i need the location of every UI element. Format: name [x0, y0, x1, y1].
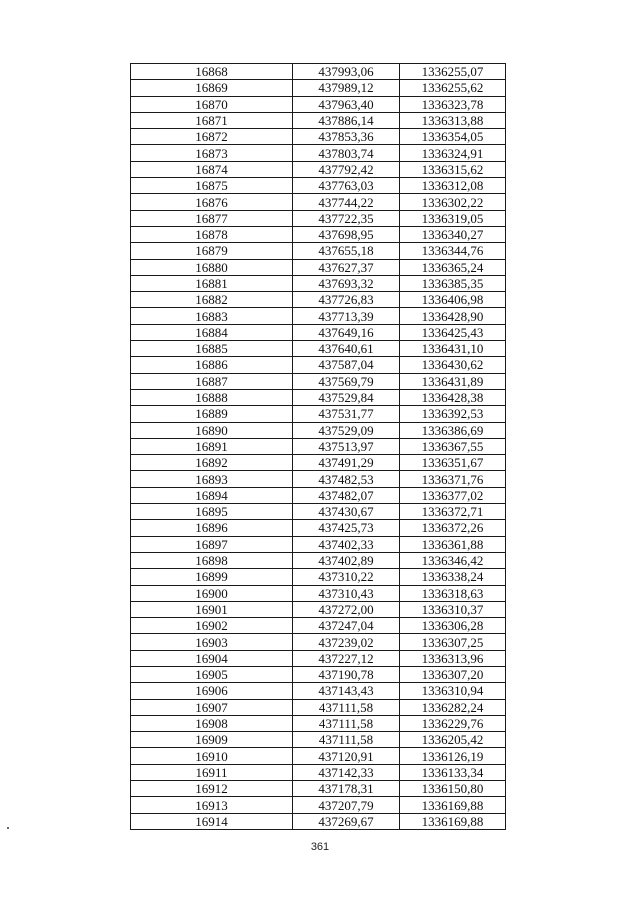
- point-number-cell: 16900: [131, 585, 293, 601]
- x-coordinate-cell: 437993,06: [293, 64, 400, 80]
- table-row: [131, 389, 506, 405]
- table-row: [131, 178, 506, 194]
- y-coordinate-cell: 1336377,02: [400, 487, 506, 503]
- y-coordinate-cell: 1336133,34: [400, 764, 506, 780]
- point-number-cell: 16869: [131, 80, 293, 96]
- x-coordinate-cell: 437425,73: [293, 520, 400, 536]
- y-coordinate-cell: 1336169,88: [400, 813, 506, 829]
- point-number-cell: 16887: [131, 373, 293, 389]
- x-coordinate-cell: 437529,84: [293, 389, 400, 405]
- y-coordinate-cell: 1336371,76: [400, 471, 506, 487]
- x-coordinate-cell: 437792,42: [293, 161, 400, 177]
- table-row: [131, 226, 506, 242]
- table-row: [131, 259, 506, 275]
- y-coordinate-cell: 1336430,62: [400, 357, 506, 373]
- table-row: [131, 161, 506, 177]
- point-number-cell: 16875: [131, 178, 293, 194]
- x-coordinate-cell: 437698,95: [293, 226, 400, 242]
- point-number-cell: 16901: [131, 601, 293, 617]
- x-coordinate-cell: 437402,89: [293, 552, 400, 568]
- table-row: [131, 650, 506, 666]
- x-coordinate-cell: 437587,04: [293, 357, 400, 373]
- table-row: [131, 64, 506, 80]
- table-row: [131, 781, 506, 797]
- x-coordinate-cell: 437569,79: [293, 373, 400, 389]
- table-row: [131, 243, 506, 259]
- point-number-cell: 16890: [131, 422, 293, 438]
- point-number-cell: 16883: [131, 308, 293, 324]
- table-row: [131, 80, 506, 96]
- table-row: [131, 341, 506, 357]
- table-row: [131, 324, 506, 340]
- x-coordinate-cell: 437178,31: [293, 781, 400, 797]
- y-coordinate-cell: 1336431,10: [400, 341, 506, 357]
- y-coordinate-cell: 1336126,19: [400, 748, 506, 764]
- x-coordinate-cell: 437482,07: [293, 487, 400, 503]
- x-coordinate-cell: 437269,67: [293, 813, 400, 829]
- y-coordinate-cell: 1336361,88: [400, 536, 506, 552]
- table-row: [131, 618, 506, 634]
- y-coordinate-cell: 1336344,76: [400, 243, 506, 259]
- table-row: [131, 112, 506, 128]
- y-coordinate-cell: 1336229,76: [400, 715, 506, 731]
- point-number-cell: 16873: [131, 145, 293, 161]
- point-number-cell: 16882: [131, 292, 293, 308]
- point-number-cell: 16876: [131, 194, 293, 210]
- x-coordinate-cell: 437239,02: [293, 634, 400, 650]
- y-coordinate-cell: 1336385,35: [400, 275, 506, 291]
- y-coordinate-cell: 1336324,91: [400, 145, 506, 161]
- table-row: [131, 520, 506, 536]
- y-coordinate-cell: 1336169,88: [400, 797, 506, 813]
- y-coordinate-cell: 1336150,80: [400, 781, 506, 797]
- x-coordinate-cell: 437111,58: [293, 715, 400, 731]
- x-coordinate-cell: 437627,37: [293, 259, 400, 275]
- x-coordinate-cell: 437482,53: [293, 471, 400, 487]
- table-row: [131, 357, 506, 373]
- table-row: [131, 504, 506, 520]
- table-row: [131, 406, 506, 422]
- page-number: 361: [310, 841, 330, 853]
- table-row: [131, 471, 506, 487]
- y-coordinate-cell: 1336255,62: [400, 80, 506, 96]
- point-number-cell: 16868: [131, 64, 293, 80]
- table-row: [131, 699, 506, 715]
- scan-speck: [7, 827, 9, 829]
- point-number-cell: 16911: [131, 764, 293, 780]
- point-number-cell: 16905: [131, 666, 293, 682]
- x-coordinate-cell: 437853,36: [293, 129, 400, 145]
- y-coordinate-cell: 1336346,42: [400, 552, 506, 568]
- y-coordinate-cell: 1336307,20: [400, 666, 506, 682]
- y-coordinate-cell: 1336315,62: [400, 161, 506, 177]
- y-coordinate-cell: 1336372,26: [400, 520, 506, 536]
- x-coordinate-cell: 437722,35: [293, 210, 400, 226]
- x-coordinate-cell: 437649,16: [293, 324, 400, 340]
- table-row: [131, 422, 506, 438]
- table-row: [131, 275, 506, 291]
- coordinates-table-body: [131, 64, 506, 830]
- x-coordinate-cell: 437531,77: [293, 406, 400, 422]
- x-coordinate-cell: 437726,83: [293, 292, 400, 308]
- x-coordinate-cell: 437310,22: [293, 569, 400, 585]
- point-number-cell: 16871: [131, 112, 293, 128]
- table-row: [131, 715, 506, 731]
- point-number-cell: 16872: [131, 129, 293, 145]
- x-coordinate-cell: 437142,33: [293, 764, 400, 780]
- point-number-cell: 16894: [131, 487, 293, 503]
- y-coordinate-cell: 1336354,05: [400, 129, 506, 145]
- point-number-cell: 16897: [131, 536, 293, 552]
- x-coordinate-cell: 437655,18: [293, 243, 400, 259]
- point-number-cell: 16903: [131, 634, 293, 650]
- x-coordinate-cell: 437111,58: [293, 699, 400, 715]
- x-coordinate-cell: 437763,03: [293, 178, 400, 194]
- x-coordinate-cell: 437886,14: [293, 112, 400, 128]
- table-row: [131, 732, 506, 748]
- y-coordinate-cell: 1336310,94: [400, 683, 506, 699]
- x-coordinate-cell: 437989,12: [293, 80, 400, 96]
- point-number-cell: 16910: [131, 748, 293, 764]
- point-number-cell: 16902: [131, 618, 293, 634]
- table-row: [131, 292, 506, 308]
- y-coordinate-cell: 1336282,24: [400, 699, 506, 715]
- x-coordinate-cell: 437402,33: [293, 536, 400, 552]
- table-row: [131, 813, 506, 829]
- x-coordinate-cell: 437227,12: [293, 650, 400, 666]
- x-coordinate-cell: 437111,58: [293, 732, 400, 748]
- y-coordinate-cell: 1336312,08: [400, 178, 506, 194]
- x-coordinate-cell: 437207,79: [293, 797, 400, 813]
- point-number-cell: 16893: [131, 471, 293, 487]
- point-number-cell: 16899: [131, 569, 293, 585]
- y-coordinate-cell: 1336313,88: [400, 112, 506, 128]
- table-row: [131, 666, 506, 682]
- y-coordinate-cell: 1336428,38: [400, 389, 506, 405]
- table-row: [131, 552, 506, 568]
- y-coordinate-cell: 1336392,53: [400, 406, 506, 422]
- x-coordinate-cell: 437491,29: [293, 455, 400, 471]
- x-coordinate-cell: 437693,32: [293, 275, 400, 291]
- point-number-cell: 16886: [131, 357, 293, 373]
- table-row: [131, 764, 506, 780]
- point-number-cell: 16888: [131, 389, 293, 405]
- point-number-cell: 16880: [131, 259, 293, 275]
- x-coordinate-cell: 437529,09: [293, 422, 400, 438]
- y-coordinate-cell: 1336323,78: [400, 96, 506, 112]
- coordinates-table: [130, 63, 506, 830]
- point-number-cell: 16877: [131, 210, 293, 226]
- table-row: [131, 194, 506, 210]
- y-coordinate-cell: 1336367,55: [400, 438, 506, 454]
- y-coordinate-cell: 1336386,69: [400, 422, 506, 438]
- x-coordinate-cell: 437310,43: [293, 585, 400, 601]
- point-number-cell: 16904: [131, 650, 293, 666]
- point-number-cell: 16906: [131, 683, 293, 699]
- x-coordinate-cell: 437430,67: [293, 504, 400, 520]
- y-coordinate-cell: 1336340,27: [400, 226, 506, 242]
- table-row: [131, 797, 506, 813]
- table-row: [131, 683, 506, 699]
- y-coordinate-cell: 1336302,22: [400, 194, 506, 210]
- y-coordinate-cell: 1336425,43: [400, 324, 506, 340]
- point-number-cell: 16881: [131, 275, 293, 291]
- x-coordinate-cell: 437247,04: [293, 618, 400, 634]
- table-row: [131, 438, 506, 454]
- y-coordinate-cell: 1336313,96: [400, 650, 506, 666]
- point-number-cell: 16908: [131, 715, 293, 731]
- table-row: [131, 145, 506, 161]
- point-number-cell: 16913: [131, 797, 293, 813]
- table-row: [131, 601, 506, 617]
- table-row: [131, 455, 506, 471]
- y-coordinate-cell: 1336318,63: [400, 585, 506, 601]
- y-coordinate-cell: 1336431,89: [400, 373, 506, 389]
- x-coordinate-cell: 437803,74: [293, 145, 400, 161]
- table-row: [131, 634, 506, 650]
- x-coordinate-cell: 437744,22: [293, 194, 400, 210]
- point-number-cell: 16891: [131, 438, 293, 454]
- table-row: [131, 569, 506, 585]
- point-number-cell: 16898: [131, 552, 293, 568]
- point-number-cell: 16870: [131, 96, 293, 112]
- x-coordinate-cell: 437963,40: [293, 96, 400, 112]
- y-coordinate-cell: 1336351,67: [400, 455, 506, 471]
- x-coordinate-cell: 437713,39: [293, 308, 400, 324]
- table-row: [131, 308, 506, 324]
- y-coordinate-cell: 1336365,24: [400, 259, 506, 275]
- y-coordinate-cell: 1336255,07: [400, 64, 506, 80]
- y-coordinate-cell: 1336338,24: [400, 569, 506, 585]
- y-coordinate-cell: 1336307,25: [400, 634, 506, 650]
- table-row: [131, 96, 506, 112]
- table-row: [131, 373, 506, 389]
- point-number-cell: 16892: [131, 455, 293, 471]
- y-coordinate-cell: 1336372,71: [400, 504, 506, 520]
- y-coordinate-cell: 1336306,28: [400, 618, 506, 634]
- table-row: [131, 129, 506, 145]
- x-coordinate-cell: 437190,78: [293, 666, 400, 682]
- y-coordinate-cell: 1336428,90: [400, 308, 506, 324]
- table-row: [131, 487, 506, 503]
- point-number-cell: 16909: [131, 732, 293, 748]
- point-number-cell: 16874: [131, 161, 293, 177]
- x-coordinate-cell: 437120,91: [293, 748, 400, 764]
- table-row: [131, 210, 506, 226]
- table-row: [131, 585, 506, 601]
- y-coordinate-cell: 1336406,98: [400, 292, 506, 308]
- point-number-cell: 16878: [131, 226, 293, 242]
- y-coordinate-cell: 1336205,42: [400, 732, 506, 748]
- table-row: [131, 536, 506, 552]
- y-coordinate-cell: 1336319,05: [400, 210, 506, 226]
- x-coordinate-cell: 437143,43: [293, 683, 400, 699]
- point-number-cell: 16884: [131, 324, 293, 340]
- point-number-cell: 16907: [131, 699, 293, 715]
- x-coordinate-cell: 437513,97: [293, 438, 400, 454]
- point-number-cell: 16914: [131, 813, 293, 829]
- table-row: [131, 748, 506, 764]
- x-coordinate-cell: 437640,61: [293, 341, 400, 357]
- point-number-cell: 16896: [131, 520, 293, 536]
- point-number-cell: 16885: [131, 341, 293, 357]
- point-number-cell: 16889: [131, 406, 293, 422]
- x-coordinate-cell: 437272,00: [293, 601, 400, 617]
- point-number-cell: 16879: [131, 243, 293, 259]
- point-number-cell: 16912: [131, 781, 293, 797]
- point-number-cell: 16895: [131, 504, 293, 520]
- y-coordinate-cell: 1336310,37: [400, 601, 506, 617]
